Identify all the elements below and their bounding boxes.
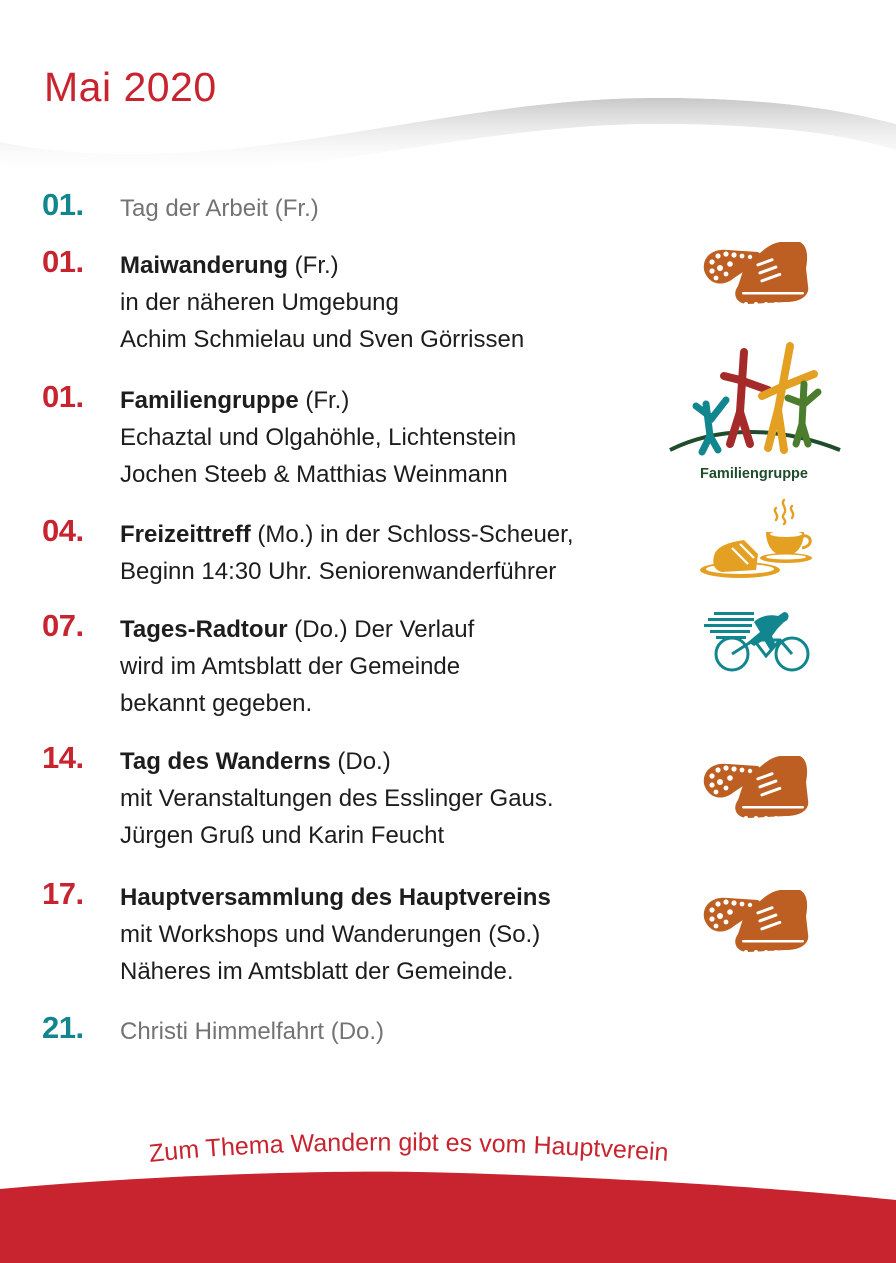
event-day: (Fr.) [298,387,350,414]
event-day: (Do.) Der Verlauf [287,616,475,643]
event-date: 01. [42,244,84,279]
event-text [120,247,524,358]
event-day: (Do.) [324,1018,385,1045]
event-day: (Do.) [330,748,391,775]
event-text [120,879,551,990]
event-title: Maiwanderung [120,252,289,279]
event-title: Hauptversammlung des Hauptvereins [120,884,551,911]
event-line: Echaztal und Olgahöhle, Lichtenstein [120,424,517,451]
event-title: Christi Himmelfahrt [120,1018,325,1045]
event-line: in der näheren Umgebung [120,289,399,316]
event-date: 17. [42,876,84,911]
event-line: Jürgen Gruß und Karin Feucht [120,822,445,849]
hiking-boots-icon [700,238,812,310]
event-title: Tag der Arbeit [120,195,269,222]
event-text [120,382,516,493]
coffee-cake-icon [700,494,812,584]
event-title: Familiengruppe [120,387,299,414]
event-text [120,516,573,590]
event-title: Freizeittreff [120,521,251,548]
event-line: wird im Amtsblatt der Gemeinde [120,653,461,680]
event-line: mit Workshops und Wanderungen (So.) [120,921,541,948]
event-line: Achim Schmielau und Sven Görrissen [120,326,525,353]
family-group-logo [664,340,844,460]
event-date: 01. [42,187,84,222]
event-line: Näheres im Amtsblatt der Gemeinde. [120,958,514,985]
event-line: Beginn 14:30 Uhr. Seniorenwanderführer [120,558,557,585]
event-date: 21. [42,1010,84,1045]
event-day: (Mo.) in der Schloss-Scheuer, [250,521,574,548]
event-day: (Fr.) [288,252,339,279]
event-line: Jochen Steeb & Matthias Weinmann [120,461,508,488]
family-group-label: Familiengruppe [700,466,808,482]
event-text [120,743,554,854]
event-date: 04. [42,513,84,548]
event-text [120,611,474,722]
footer-tagline: Zum Thema Wandern gibt es vom Hauptverein [147,1128,670,1168]
hiking-boots-icon [700,886,812,958]
event-day: (Fr.) [268,195,319,222]
event-text [120,1013,384,1050]
cyclist-icon [704,606,812,674]
page-title: Mai 2020 [44,64,217,110]
event-date: 07. [42,608,84,643]
event-text [120,190,319,227]
footer-wave [0,1100,896,1263]
event-title: Tag des Wanderns [120,748,331,775]
event-title: Tages-Radtour [120,616,288,643]
event-line: mit Veranstaltungen des Esslinger Gaus. [120,785,554,812]
hiking-boots-icon [700,752,812,824]
event-date: 01. [42,379,84,414]
event-line: bekannt gegeben. [120,690,313,717]
event-date: 14. [42,740,84,775]
